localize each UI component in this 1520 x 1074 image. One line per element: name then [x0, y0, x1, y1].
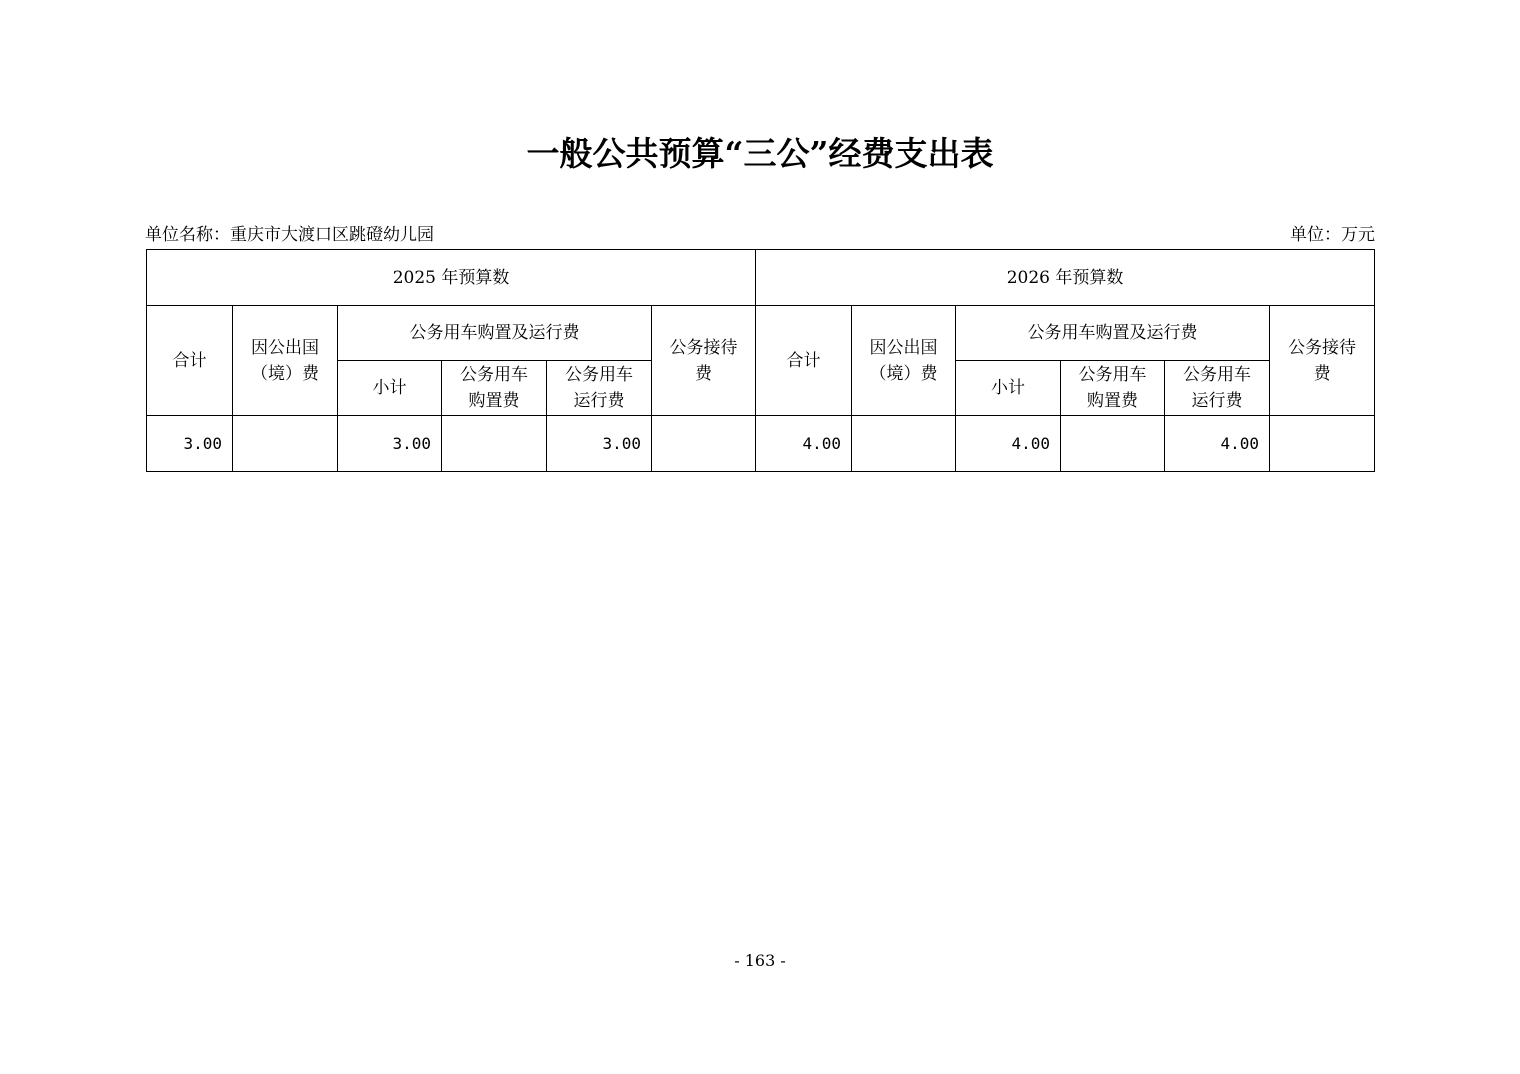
- header-vehicle-2026: 公务用车购置及运行费: [956, 306, 1270, 361]
- header-reception-2026: [1270, 306, 1375, 416]
- three-public-expenses-table: [146, 249, 1375, 472]
- header-abroad-line1: 因公出国: [251, 337, 319, 358]
- header-abroad-2026: [852, 306, 956, 416]
- table-header-row-years: [147, 250, 1375, 306]
- header-subtotal-2025: 小计: [338, 361, 442, 416]
- header-operation-2026: [1165, 361, 1270, 416]
- header-abroad-line2: （境）费: [869, 363, 938, 384]
- header-reception-line1: 公务接待: [1288, 337, 1357, 358]
- header-purchase-line2: 购置费: [1087, 391, 1139, 411]
- value-abroad-2025: [233, 416, 338, 472]
- value-subtotal-2026: 4.00: [956, 416, 1061, 472]
- value-abroad-2026: [852, 416, 956, 472]
- value-purchase-2026: [1061, 416, 1165, 472]
- value-reception-2026: [1270, 416, 1375, 472]
- header-operation-line2: 运行费: [1191, 391, 1243, 411]
- header-abroad-2025: [233, 306, 338, 416]
- table-row: [147, 416, 1375, 472]
- page-title: 一般公共预算“三公”经费支出表: [526, 134, 994, 173]
- page-number: - 163 -: [734, 951, 786, 970]
- header-operation-line1: 公务用车: [1183, 365, 1252, 385]
- table-header-row-categories: [147, 306, 1375, 361]
- header-operation-2025: [547, 361, 652, 416]
- header-reception-2025: [652, 306, 756, 416]
- header-subtotal-2026: 小计: [956, 361, 1061, 416]
- header-reception-line1: 公务接待: [669, 337, 738, 358]
- value-subtotal-2025: 3.00: [338, 416, 442, 472]
- header-purchase-line1: 公务用车: [1078, 365, 1147, 385]
- header-reception-line2: 费: [1313, 363, 1331, 384]
- value-operation-2025: 3.00: [547, 416, 652, 472]
- header-total-2026: 合计: [756, 306, 852, 416]
- group-header-2025: 2025 年预算数: [147, 250, 756, 306]
- value-purchase-2025: [442, 416, 547, 472]
- header-reception-line2: 费: [695, 363, 713, 384]
- header-abroad-line1: 因公出国: [869, 337, 938, 358]
- header-purchase-2026: [1061, 361, 1165, 416]
- value-operation-2026: 4.00: [1165, 416, 1270, 472]
- unit-name-label: 单位名称：重庆市大渡口区跳磴幼儿园: [145, 225, 434, 245]
- header-operation-line1: 公务用车: [565, 365, 633, 385]
- group-header-2026: 2026 年预算数: [756, 250, 1375, 306]
- header-total-2025: 合计: [147, 306, 233, 416]
- header-operation-line2: 运行费: [573, 391, 625, 411]
- header-purchase-2025: [442, 361, 547, 416]
- header-purchase-line2: 购置费: [468, 391, 520, 411]
- header-vehicle-2025: 公务用车购置及运行费: [338, 306, 652, 361]
- currency-unit-label: 单位：万元: [1290, 225, 1375, 245]
- value-reception-2025: [652, 416, 756, 472]
- value-total-2025: 3.00: [147, 416, 233, 472]
- value-total-2026: 4.00: [756, 416, 852, 472]
- header-purchase-line1: 公务用车: [460, 365, 528, 385]
- header-abroad-line2: （境）费: [251, 363, 319, 384]
